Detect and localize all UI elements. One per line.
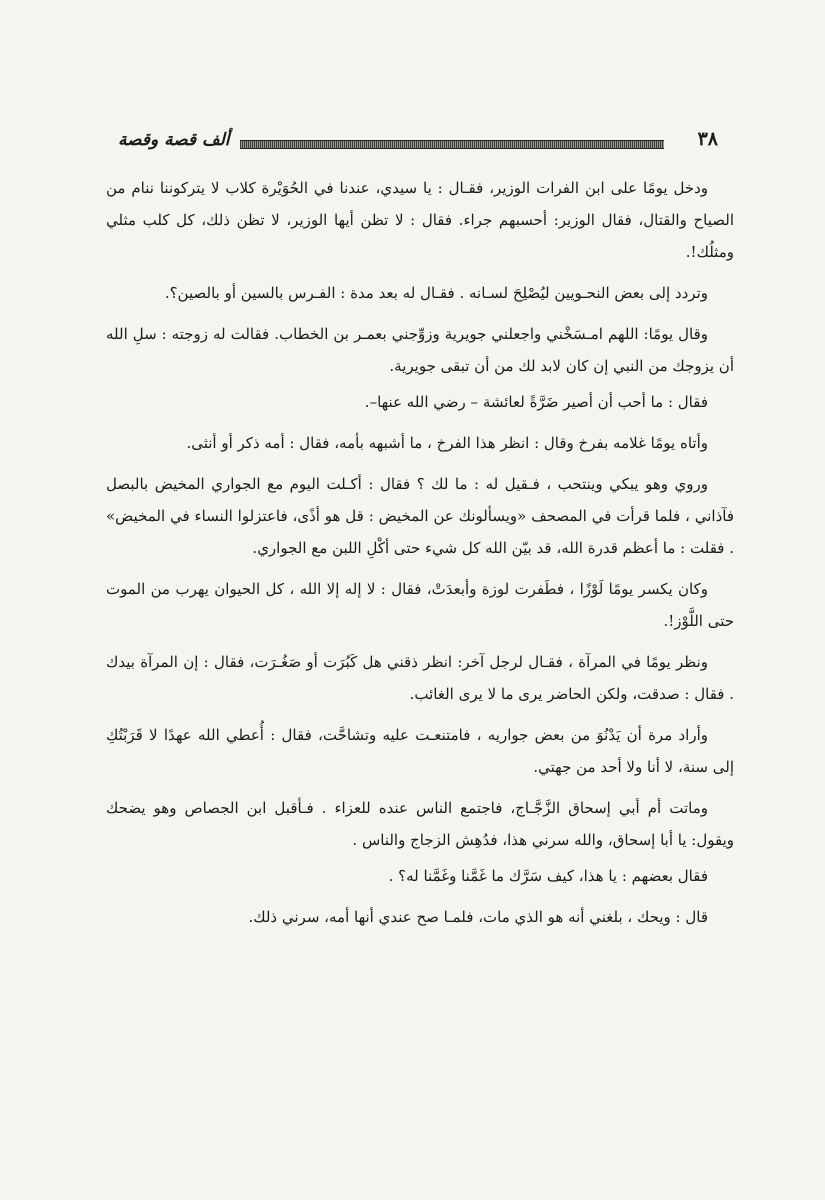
page-body [106, 172, 734, 942]
paragraph-chick: وأتاه يومًا غلامه بفرخ وقال : انظر هذا الفرخ ، ما أشبهه بأمه، فقال : أمه ذكر أو أنثى. [186, 434, 708, 452]
paragraph-almonds: وكان يكسر يومًا لَوْزًا ، فطَفرت لوزة وأبعدَتْ، فقال : لا إله إلا الله ، كل الحيوان يهرب من الموت حتى اللَّوْز!. [106, 580, 734, 630]
paragraph-grammarians: وتردد إلى بعض النحـويين ليُصْلِحَ لسـانه . فقـال له بعد مدة : الفـرس بالسين أو بالصين؟. [164, 284, 708, 302]
paragraph-prayer: وقال يومًا: اللهم امـسَخْني واجعلني جويرية وزوِّجني بعمـر بن الخطاب. فقالت له زوجته : سلِ الله أن يزوجك من النبي إن كان لابد لك من أن تبقى جويرية. [106, 325, 734, 375]
paragraph-oath: وأراد مرة أن يَدْنُوَ من بعض جواريه ، فامتنعـت عليه وتشاحَّت، فقال : أُعطي الله عهدًا لا قَرَبْتُكِ إلى سنة، لا أنا ولا أحد من جهتي. [106, 726, 734, 776]
paragraph-question: فقال بعضهم : يا هذا، كيف سَرَّك ما غَمَّنا وغَمَّنا له؟ . [388, 867, 708, 885]
paragraph-mirror: ونظر يومًا في المرآة ، فقـال لرجل آخر: انظر ذقني هل كَبُرَت أو صَغُـرَت، فقال : إن المرآة بيدك . فقال : صدقت، ولكن الحاضر يرى ما لا يرى الغائب. [106, 653, 734, 703]
paragraph-reply-aisha: فقال : ما أحب أن أصير ضَرَّةً لعائشة – رضي الله عنها–. [364, 393, 708, 411]
header-rule [240, 140, 664, 149]
paragraph-weeping: وروي وهو يبكي وينتحب ، فـقيل له : ما لك ؟ فقال : أكـلت اليوم مع الجواري المخيض بالبصل فآذاني ، فلما قرأت في المصحف «ويسألونك عن المخيض : قل هو أذًى، فاعتزلوا النساء في المخيض» . فقلت : ما أعظم قدرة الله، قد بيّن الله كل شيء حتى أكْلِ اللبن مع الجواري. [106, 475, 734, 557]
running-book-title: ألف قصة وقصة [118, 130, 230, 150]
paragraph-ibn-al-furat: ودخل يومًا على ابن الفرات الوزير، فقـال : يا سيدي، عندنا في الحُوَيْرة كلاب لا يتركوننا ننام من الصياح والقتال، فقال الوزير: أحسبهم جراء. فقال : لا تظن أيها الوزير، لا تظن ذلك، كل كلب مثلي ومثلُك!. [106, 179, 734, 261]
page-number: ٣٨ [697, 128, 718, 150]
paragraph-answer: قال : ويحك ، بلغني أنه هو الذي مات، فلمـا صح عندي أنها أمه، سرني ذلك. [248, 908, 708, 926]
page-header [118, 126, 718, 162]
paragraph-zajjaj-mother: وماتت أم أبي إسحاق الزَّجَّـاج، فاجتمع الناس عنده للعزاء . فـأقبل ابن الجصاص وهو يضحك ويقول: يا أبا إسحاق، والله سرني هذا، فدُهِش الزجاج والناس . [106, 799, 734, 849]
